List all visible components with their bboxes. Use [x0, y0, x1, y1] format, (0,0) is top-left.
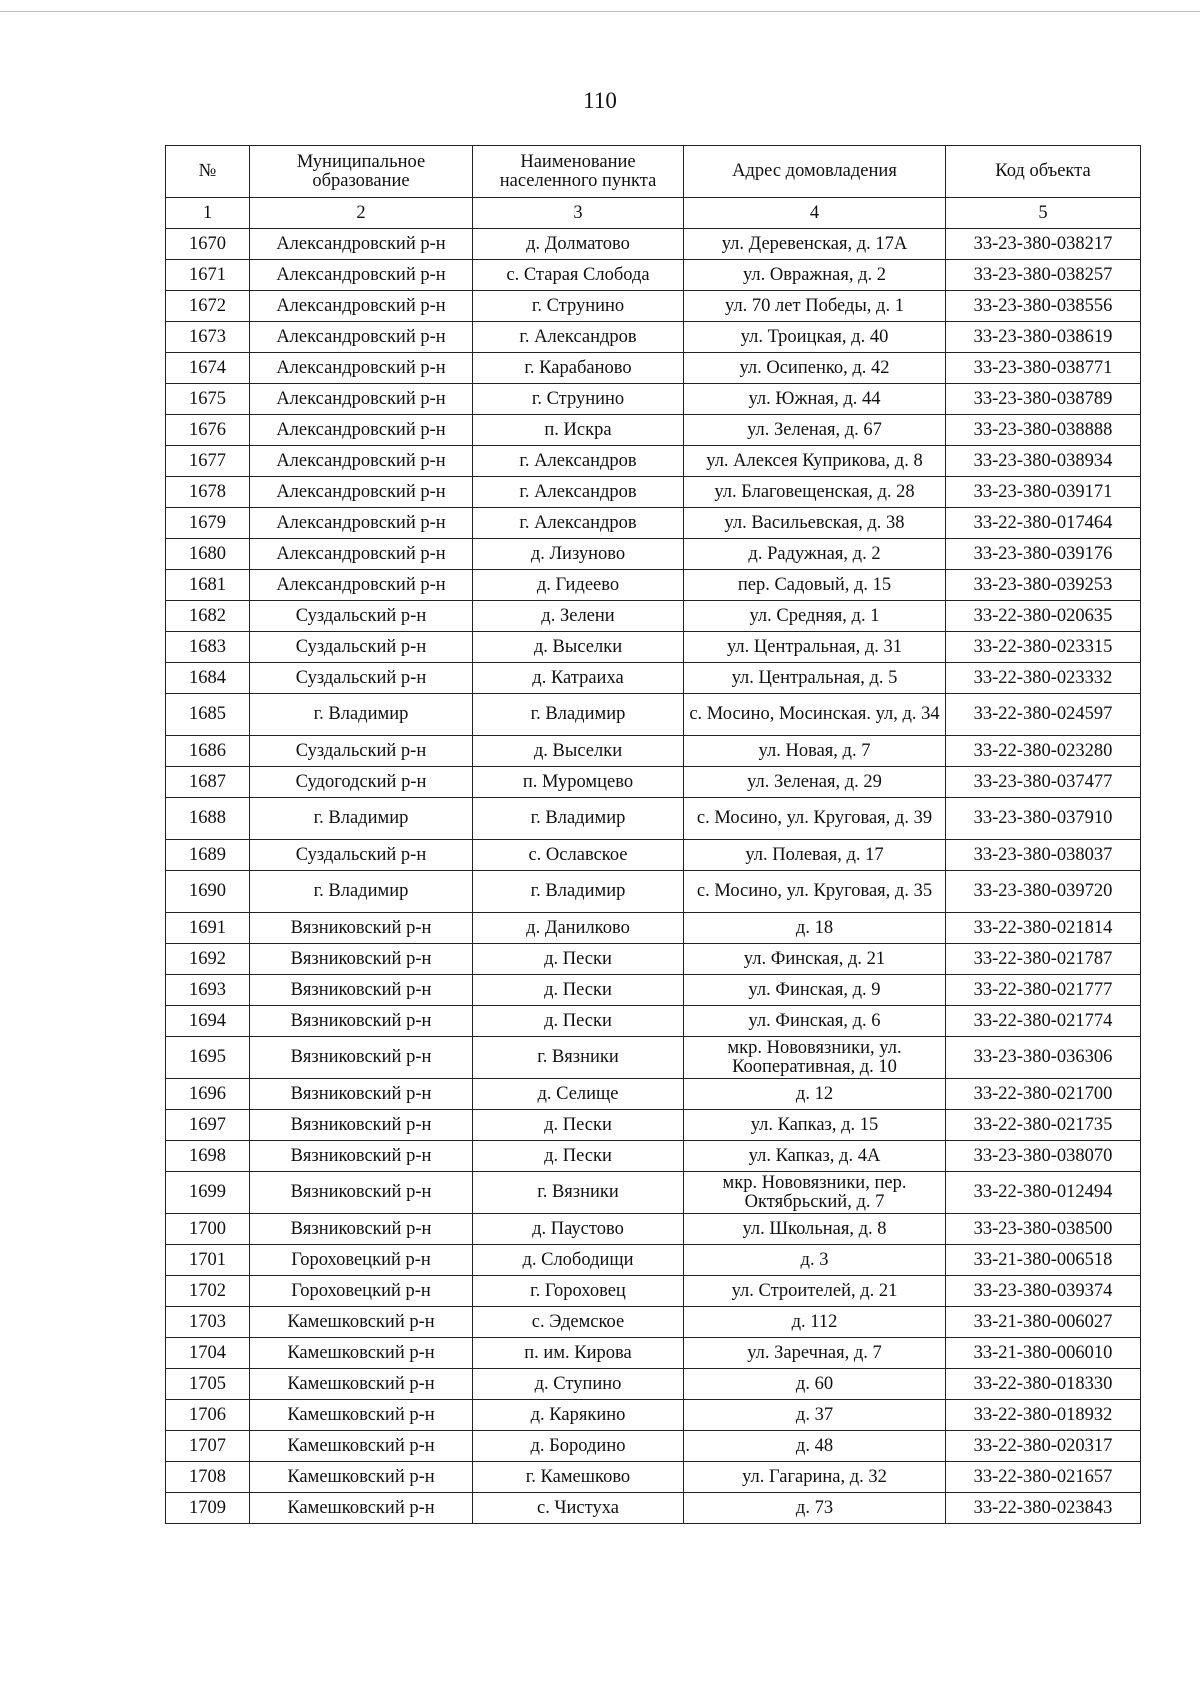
cell-settlement: г. Вязники	[473, 1172, 684, 1214]
table-body	[166, 229, 1141, 1524]
cell-settlement: д. Долматово	[473, 229, 684, 260]
cell-address: мкр. Нововязники, ул. Кооперативная, д. 10	[684, 1037, 946, 1079]
cell-address: ул. Финская, д. 21	[684, 944, 946, 975]
cell-address: д. 3	[684, 1245, 946, 1276]
table-row	[166, 663, 1141, 694]
cell-address: д. 112	[684, 1307, 946, 1338]
cell-address: д. 37	[684, 1400, 946, 1431]
cell-municipality: г. Владимир	[250, 694, 473, 736]
cell-address: ул. Деревенская, д. 17А	[684, 229, 946, 260]
cell-settlement: д. Зелени	[473, 601, 684, 632]
table-row	[166, 1110, 1141, 1141]
cell-address: ул. Центральная, д. 31	[684, 632, 946, 663]
cell-municipality: Камешковский р-н	[250, 1307, 473, 1338]
cell-number: 1676	[166, 415, 250, 446]
cell-address: ул. Средняя, д. 1	[684, 601, 946, 632]
cell-number: 1674	[166, 353, 250, 384]
cell-number: 1671	[166, 260, 250, 291]
cell-object-code: 33-22-380-021814	[946, 913, 1141, 944]
cell-number: 1698	[166, 1141, 250, 1172]
table-row	[166, 1431, 1141, 1462]
table-row	[166, 632, 1141, 663]
cell-address: ул. Осипенко, д. 42	[684, 353, 946, 384]
cell-municipality: Вязниковский р-н	[250, 913, 473, 944]
cell-number: 1706	[166, 1400, 250, 1431]
table-row	[166, 913, 1141, 944]
cell-number: 1689	[166, 840, 250, 871]
table-row	[166, 477, 1141, 508]
table-row	[166, 694, 1141, 736]
cell-municipality: Суздальский р-н	[250, 840, 473, 871]
cell-number: 1702	[166, 1276, 250, 1307]
table-row	[166, 1307, 1141, 1338]
cell-settlement: д. Пески	[473, 1141, 684, 1172]
cell-settlement: г. Александров	[473, 322, 684, 353]
table-row	[166, 1462, 1141, 1493]
cell-number: 1687	[166, 767, 250, 798]
header-row	[166, 146, 1141, 198]
cell-object-code: 33-22-380-020635	[946, 601, 1141, 632]
header-cell-address: Адрес домовладения	[684, 146, 946, 198]
table-row	[166, 353, 1141, 384]
table-row	[166, 1172, 1141, 1214]
cell-address: с. Мосино, ул. Круговая, д. 35	[684, 871, 946, 913]
table-row	[166, 1141, 1141, 1172]
table-row	[166, 1037, 1141, 1079]
cell-object-code: 33-23-380-039176	[946, 539, 1141, 570]
cell-number: 1705	[166, 1369, 250, 1400]
cell-address: ул. Зеленая, д. 67	[684, 415, 946, 446]
table-row	[166, 1493, 1141, 1524]
cell-object-code: 33-22-380-012494	[946, 1172, 1141, 1214]
table-row	[166, 1338, 1141, 1369]
cell-settlement: д. Пески	[473, 975, 684, 1006]
cell-settlement: г. Александров	[473, 508, 684, 539]
cell-municipality: Александровский р-н	[250, 322, 473, 353]
cell-number: 1692	[166, 944, 250, 975]
cell-object-code: 33-23-380-039720	[946, 871, 1141, 913]
column-number-cell: 2	[250, 198, 473, 229]
cell-address: ул. Полевая, д. 17	[684, 840, 946, 871]
cell-number: 1685	[166, 694, 250, 736]
cell-settlement: д. Пески	[473, 1006, 684, 1037]
table-row	[166, 291, 1141, 322]
cell-settlement: г. Струнино	[473, 291, 684, 322]
cell-settlement: д. Выселки	[473, 736, 684, 767]
header-cell-settlement: Наименование населенного пункта	[473, 146, 684, 198]
cell-object-code: 33-21-380-006010	[946, 1338, 1141, 1369]
cell-settlement: г. Владимир	[473, 694, 684, 736]
cell-municipality: Александровский р-н	[250, 415, 473, 446]
table-row	[166, 415, 1141, 446]
cell-address: ул. Зеленая, д. 29	[684, 767, 946, 798]
scan-top-edge-line	[0, 11, 1200, 12]
cell-municipality: Камешковский р-н	[250, 1400, 473, 1431]
cell-address: с. Мосино, ул. Круговая, д. 39	[684, 798, 946, 840]
cell-object-code: 33-22-380-023280	[946, 736, 1141, 767]
cell-number: 1709	[166, 1493, 250, 1524]
cell-object-code: 33-22-380-021777	[946, 975, 1141, 1006]
cell-municipality: Гороховецкий р-н	[250, 1245, 473, 1276]
cell-municipality: Гороховецкий р-н	[250, 1276, 473, 1307]
table-row	[166, 975, 1141, 1006]
cell-settlement: д. Карякино	[473, 1400, 684, 1431]
cell-settlement: д. Паустово	[473, 1214, 684, 1245]
cell-number: 1707	[166, 1431, 250, 1462]
cell-address: ул. Финская, д. 9	[684, 975, 946, 1006]
cell-settlement: д. Катраиха	[473, 663, 684, 694]
cell-object-code: 33-23-380-036306	[946, 1037, 1141, 1079]
cell-number: 1701	[166, 1245, 250, 1276]
cell-object-code: 33-22-380-024597	[946, 694, 1141, 736]
cell-number: 1684	[166, 663, 250, 694]
registry-table	[165, 145, 1141, 1524]
cell-municipality: Суздальский р-н	[250, 663, 473, 694]
cell-object-code: 33-23-380-039374	[946, 1276, 1141, 1307]
cell-number: 1683	[166, 632, 250, 663]
cell-municipality: Вязниковский р-н	[250, 1172, 473, 1214]
cell-municipality: Камешковский р-н	[250, 1369, 473, 1400]
cell-municipality: Вязниковский р-н	[250, 1110, 473, 1141]
cell-address: ул. Южная, д. 44	[684, 384, 946, 415]
column-number-cell: 3	[473, 198, 684, 229]
cell-number: 1697	[166, 1110, 250, 1141]
cell-number: 1694	[166, 1006, 250, 1037]
cell-municipality: Вязниковский р-н	[250, 975, 473, 1006]
cell-address: ул. Строителей, д. 21	[684, 1276, 946, 1307]
cell-object-code: 33-23-380-039253	[946, 570, 1141, 601]
cell-settlement: г. Владимир	[473, 798, 684, 840]
table-row	[166, 736, 1141, 767]
cell-municipality: Александровский р-н	[250, 384, 473, 415]
cell-number: 1672	[166, 291, 250, 322]
cell-number: 1695	[166, 1037, 250, 1079]
cell-address: ул. Васильевская, д. 38	[684, 508, 946, 539]
cell-object-code: 33-22-380-021774	[946, 1006, 1141, 1037]
cell-municipality: Александровский р-н	[250, 353, 473, 384]
cell-municipality: Вязниковский р-н	[250, 1037, 473, 1079]
cell-municipality: Александровский р-н	[250, 229, 473, 260]
cell-object-code: 33-23-380-038257	[946, 260, 1141, 291]
table-row	[166, 1400, 1141, 1431]
cell-number: 1693	[166, 975, 250, 1006]
cell-address: ул. Благовещенская, д. 28	[684, 477, 946, 508]
cell-object-code: 33-22-380-021700	[946, 1079, 1141, 1110]
cell-address: д. 60	[684, 1369, 946, 1400]
cell-settlement: д. Селище	[473, 1079, 684, 1110]
cell-municipality: Суздальский р-н	[250, 632, 473, 663]
cell-number: 1708	[166, 1462, 250, 1493]
cell-number: 1700	[166, 1214, 250, 1245]
table-row	[166, 944, 1141, 975]
cell-municipality: Судогодский р-н	[250, 767, 473, 798]
cell-municipality: Камешковский р-н	[250, 1431, 473, 1462]
cell-settlement: г. Владимир	[473, 871, 684, 913]
cell-number: 1677	[166, 446, 250, 477]
cell-settlement: г. Александров	[473, 446, 684, 477]
cell-settlement: г. Камешково	[473, 1462, 684, 1493]
cell-municipality: Суздальский р-н	[250, 601, 473, 632]
cell-municipality: Вязниковский р-н	[250, 1079, 473, 1110]
cell-address: ул. Овражная, д. 2	[684, 260, 946, 291]
cell-object-code: 33-23-380-038037	[946, 840, 1141, 871]
cell-municipality: Вязниковский р-н	[250, 1141, 473, 1172]
cell-object-code: 33-23-380-038217	[946, 229, 1141, 260]
cell-object-code: 33-22-380-021735	[946, 1110, 1141, 1141]
cell-number: 1691	[166, 913, 250, 944]
table-row	[166, 840, 1141, 871]
table-row	[166, 1245, 1141, 1276]
cell-object-code: 33-22-380-023843	[946, 1493, 1141, 1524]
cell-number: 1670	[166, 229, 250, 260]
cell-municipality: Камешковский р-н	[250, 1493, 473, 1524]
cell-address: д. Радужная, д. 2	[684, 539, 946, 570]
table-row	[166, 570, 1141, 601]
cell-number: 1675	[166, 384, 250, 415]
cell-address: ул. Капказ, д. 4А	[684, 1141, 946, 1172]
cell-settlement: г. Александров	[473, 477, 684, 508]
cell-municipality: Александровский р-н	[250, 539, 473, 570]
cell-settlement: с. Ославское	[473, 840, 684, 871]
header-cell-number: №	[166, 146, 250, 198]
cell-object-code: 33-23-380-038771	[946, 353, 1141, 384]
cell-address: ул. Центральная, д. 5	[684, 663, 946, 694]
table-row	[166, 322, 1141, 353]
table-row	[166, 1214, 1141, 1245]
cell-municipality: Александровский р-н	[250, 570, 473, 601]
cell-object-code: 33-23-380-037477	[946, 767, 1141, 798]
cell-object-code: 33-22-380-021657	[946, 1462, 1141, 1493]
cell-number: 1696	[166, 1079, 250, 1110]
cell-settlement: с. Чистуха	[473, 1493, 684, 1524]
cell-address: д. 73	[684, 1493, 946, 1524]
cell-municipality: Вязниковский р-н	[250, 1214, 473, 1245]
cell-object-code: 33-22-380-021787	[946, 944, 1141, 975]
cell-settlement: д. Гидеево	[473, 570, 684, 601]
cell-address: ул. Троицкая, д. 40	[684, 322, 946, 353]
cell-address: мкр. Нововязники, пер. Октябрьский, д. 7	[684, 1172, 946, 1214]
cell-number: 1704	[166, 1338, 250, 1369]
cell-object-code: 33-22-380-018932	[946, 1400, 1141, 1431]
cell-address: д. 48	[684, 1431, 946, 1462]
header-cell-municipality: Муниципальное образование	[250, 146, 473, 198]
cell-municipality: Александровский р-н	[250, 446, 473, 477]
cell-address: ул. Капказ, д. 15	[684, 1110, 946, 1141]
cell-address: ул. Новая, д. 7	[684, 736, 946, 767]
cell-object-code: 33-22-380-017464	[946, 508, 1141, 539]
table-header	[166, 146, 1141, 229]
page-number: 110	[583, 88, 617, 113]
cell-object-code: 33-23-380-038070	[946, 1141, 1141, 1172]
cell-object-code: 33-22-380-020317	[946, 1431, 1141, 1462]
cell-address: ул. 70 лет Победы, д. 1	[684, 291, 946, 322]
cell-number: 1680	[166, 539, 250, 570]
cell-settlement: п. Муромцево	[473, 767, 684, 798]
cell-address: ул. Гагарина, д. 32	[684, 1462, 946, 1493]
cell-object-code: 33-23-380-038888	[946, 415, 1141, 446]
cell-object-code: 33-21-380-006027	[946, 1307, 1141, 1338]
table-row	[166, 384, 1141, 415]
table-row	[166, 1006, 1141, 1037]
cell-settlement: д. Лизуново	[473, 539, 684, 570]
table-row	[166, 260, 1141, 291]
cell-municipality: Александровский р-н	[250, 477, 473, 508]
cell-object-code: 33-23-380-037910	[946, 798, 1141, 840]
cell-municipality: Александровский р-н	[250, 508, 473, 539]
cell-municipality: Вязниковский р-н	[250, 1006, 473, 1037]
table-row	[166, 767, 1141, 798]
cell-settlement: г. Струнино	[473, 384, 684, 415]
cell-settlement: д. Пески	[473, 944, 684, 975]
cell-object-code: 33-23-380-038789	[946, 384, 1141, 415]
cell-settlement: г. Гороховец	[473, 1276, 684, 1307]
cell-settlement: д. Слободищи	[473, 1245, 684, 1276]
cell-number: 1673	[166, 322, 250, 353]
cell-settlement: п. им. Кирова	[473, 1338, 684, 1369]
cell-number: 1681	[166, 570, 250, 601]
cell-address: с. Мосино, Мосинская. ул, д. 34	[684, 694, 946, 736]
table-row	[166, 1369, 1141, 1400]
cell-settlement: г. Вязники	[473, 1037, 684, 1079]
table-row	[166, 1276, 1141, 1307]
column-number-cell: 5	[946, 198, 1141, 229]
cell-number: 1690	[166, 871, 250, 913]
cell-object-code: 33-22-380-018330	[946, 1369, 1141, 1400]
cell-object-code: 33-23-380-038619	[946, 322, 1141, 353]
table-row	[166, 229, 1141, 260]
cell-municipality: г. Владимир	[250, 871, 473, 913]
cell-settlement: д. Ступино	[473, 1369, 684, 1400]
cell-object-code: 33-22-380-023332	[946, 663, 1141, 694]
table-row	[166, 798, 1141, 840]
cell-municipality: Суздальский р-н	[250, 736, 473, 767]
cell-settlement: г. Карабаново	[473, 353, 684, 384]
table-row	[166, 871, 1141, 913]
cell-settlement: д. Пески	[473, 1110, 684, 1141]
table-row	[166, 508, 1141, 539]
cell-number: 1688	[166, 798, 250, 840]
cell-address: ул. Школьная, д. 8	[684, 1214, 946, 1245]
table-row	[166, 446, 1141, 477]
cell-settlement: д. Бородино	[473, 1431, 684, 1462]
cell-number: 1682	[166, 601, 250, 632]
cell-address: д. 12	[684, 1079, 946, 1110]
cell-settlement: д. Данилково	[473, 913, 684, 944]
cell-address: ул. Заречная, д. 7	[684, 1338, 946, 1369]
cell-address: д. 18	[684, 913, 946, 944]
cell-municipality: Камешковский р-н	[250, 1338, 473, 1369]
cell-number: 1686	[166, 736, 250, 767]
cell-address: ул. Финская, д. 6	[684, 1006, 946, 1037]
cell-object-code: 33-21-380-006518	[946, 1245, 1141, 1276]
cell-settlement: с. Эдемское	[473, 1307, 684, 1338]
cell-number: 1678	[166, 477, 250, 508]
cell-object-code: 33-23-380-038556	[946, 291, 1141, 322]
cell-object-code: 33-23-380-038934	[946, 446, 1141, 477]
column-number-cell: 1	[166, 198, 250, 229]
cell-object-code: 33-23-380-038500	[946, 1214, 1141, 1245]
table-row	[166, 539, 1141, 570]
cell-object-code: 33-22-380-023315	[946, 632, 1141, 663]
cell-municipality: Камешковский р-н	[250, 1462, 473, 1493]
header-cell-object-code: Код объекта	[946, 146, 1141, 198]
cell-address: пер. Садовый, д. 15	[684, 570, 946, 601]
cell-municipality: Александровский р-н	[250, 260, 473, 291]
cell-address: ул. Алексея Куприкова, д. 8	[684, 446, 946, 477]
cell-settlement: п. Искра	[473, 415, 684, 446]
cell-number: 1703	[166, 1307, 250, 1338]
cell-municipality: Александровский р-н	[250, 291, 473, 322]
cell-municipality: Вязниковский р-н	[250, 944, 473, 975]
cell-object-code: 33-23-380-039171	[946, 477, 1141, 508]
table-row	[166, 1079, 1141, 1110]
column-number-cell: 4	[684, 198, 946, 229]
cell-number: 1679	[166, 508, 250, 539]
table-row	[166, 601, 1141, 632]
cell-settlement: д. Выселки	[473, 632, 684, 663]
column-number-row	[166, 198, 1141, 229]
cell-settlement: с. Старая Слобода	[473, 260, 684, 291]
cell-municipality: г. Владимир	[250, 798, 473, 840]
cell-number: 1699	[166, 1172, 250, 1214]
